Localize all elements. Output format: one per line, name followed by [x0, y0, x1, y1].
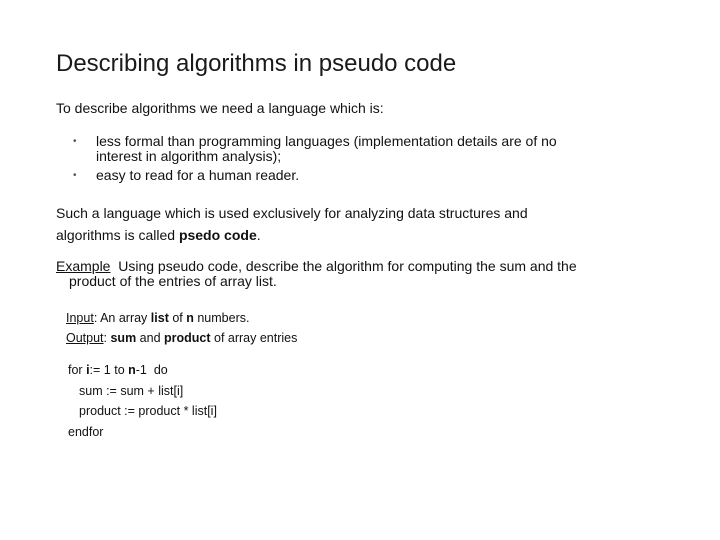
output-line [66, 328, 297, 348]
bullet-text-line: easy to read for a human reader. [96, 167, 300, 183]
definition-line-suffix: . [256, 227, 261, 243]
example-label: Example [56, 258, 111, 274]
output-sum-term: sum [110, 331, 137, 345]
output-text: and [136, 331, 164, 345]
output-text: : [103, 331, 111, 345]
list-item [56, 168, 656, 183]
intro-text: To describe algorithms we need a language which is: [56, 100, 384, 116]
input-text: : An array [93, 311, 151, 325]
pseudo-code-block [68, 360, 217, 442]
code-var-n: n [128, 363, 136, 377]
example-paragraph [56, 259, 696, 289]
code-line-product: product := product * list[i] [79, 404, 217, 418]
code-line-endfor: endfor [68, 424, 104, 439]
input-text: of [168, 311, 187, 325]
definition-paragraph [56, 202, 656, 246]
input-output-spec [66, 308, 297, 348]
input-text: numbers. [193, 311, 250, 325]
definition-term: psedo code [178, 227, 257, 243]
example-text-continued: product of the entries of array list. [69, 273, 277, 289]
input-line [66, 308, 297, 328]
definition-line-prefix: algorithms is called [56, 227, 179, 243]
list-item [56, 134, 656, 164]
input-n-term: n [186, 311, 194, 325]
bullet-icon: • [73, 136, 77, 147]
bullet-icon: • [73, 170, 77, 181]
slide-title: Describing algorithms in pseudo code [56, 50, 457, 77]
code-line-sum: sum := sum + list[i] [79, 383, 184, 398]
output-label: Output [66, 331, 104, 345]
input-list-term: list [150, 311, 169, 325]
output-text: of array entries [210, 331, 298, 345]
bullet-text-line: less formal than programming languages (implementation details are of no [96, 133, 557, 149]
code-text: for [68, 363, 87, 377]
code-line-for [68, 360, 217, 381]
code-text: -1 do [135, 363, 168, 377]
bullet-text-line: interest in algorithm analysis); [96, 148, 282, 164]
output-product-term: product [164, 331, 211, 345]
definition-line: Such a language which is used exclusively for analyzing data structures and [56, 205, 528, 221]
example-text: Using pseudo code, describe the algorithm for computing the sum and the [110, 258, 577, 274]
code-var-i: i [86, 363, 90, 377]
input-label: Input [66, 311, 94, 325]
requirements-list [56, 134, 656, 187]
code-text: := 1 to [89, 363, 129, 377]
